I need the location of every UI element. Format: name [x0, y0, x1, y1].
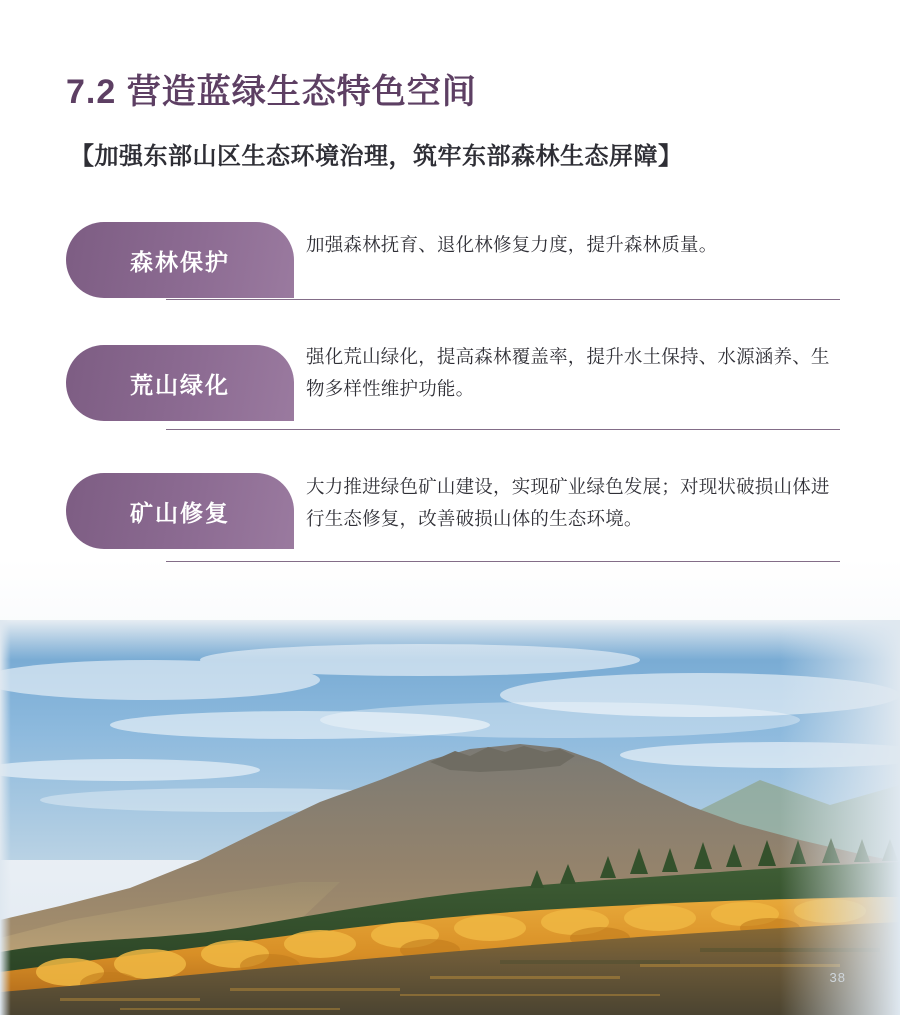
measure-tag-forest-protection [66, 222, 294, 298]
measure-description: 强化荒山绿化，提高森林覆盖率，提升水土保持、水源涵养、生物多样性维护功能。 [306, 346, 830, 399]
page-subtitle: 【加强东部山区生态环境治理，筑牢东部森林生态屏障】 [70, 143, 683, 170]
measure-tag-label: 森林保护 [130, 248, 230, 275]
measure-tag-mine-restoration [66, 473, 294, 549]
measures-list [0, 213, 900, 589]
measure-tag-label: 矿山修复 [130, 499, 230, 526]
measure-tag-barren-hill-greening [66, 345, 294, 421]
list-item [0, 213, 900, 317]
divider [166, 299, 840, 300]
list-item [0, 329, 900, 445]
divider [166, 429, 840, 430]
measure-description: 大力推进绿色矿山建设，实现矿业绿色发展；对现状破损山体进行生态修复，改善破损山体的生态环境。 [306, 476, 830, 529]
landscape-photo-svg [0, 620, 900, 1015]
measure-description: 加强森林抚育、退化林修复力度，提升森林质量。 [306, 234, 718, 255]
page-number: 38 [829, 970, 846, 985]
divider [166, 561, 840, 562]
landscape-photo [0, 620, 900, 1015]
list-item [0, 457, 900, 577]
page-title: 7.2 营造蓝绿生态特色空间 [66, 73, 477, 111]
measure-tag-label: 荒山绿化 [130, 371, 230, 398]
